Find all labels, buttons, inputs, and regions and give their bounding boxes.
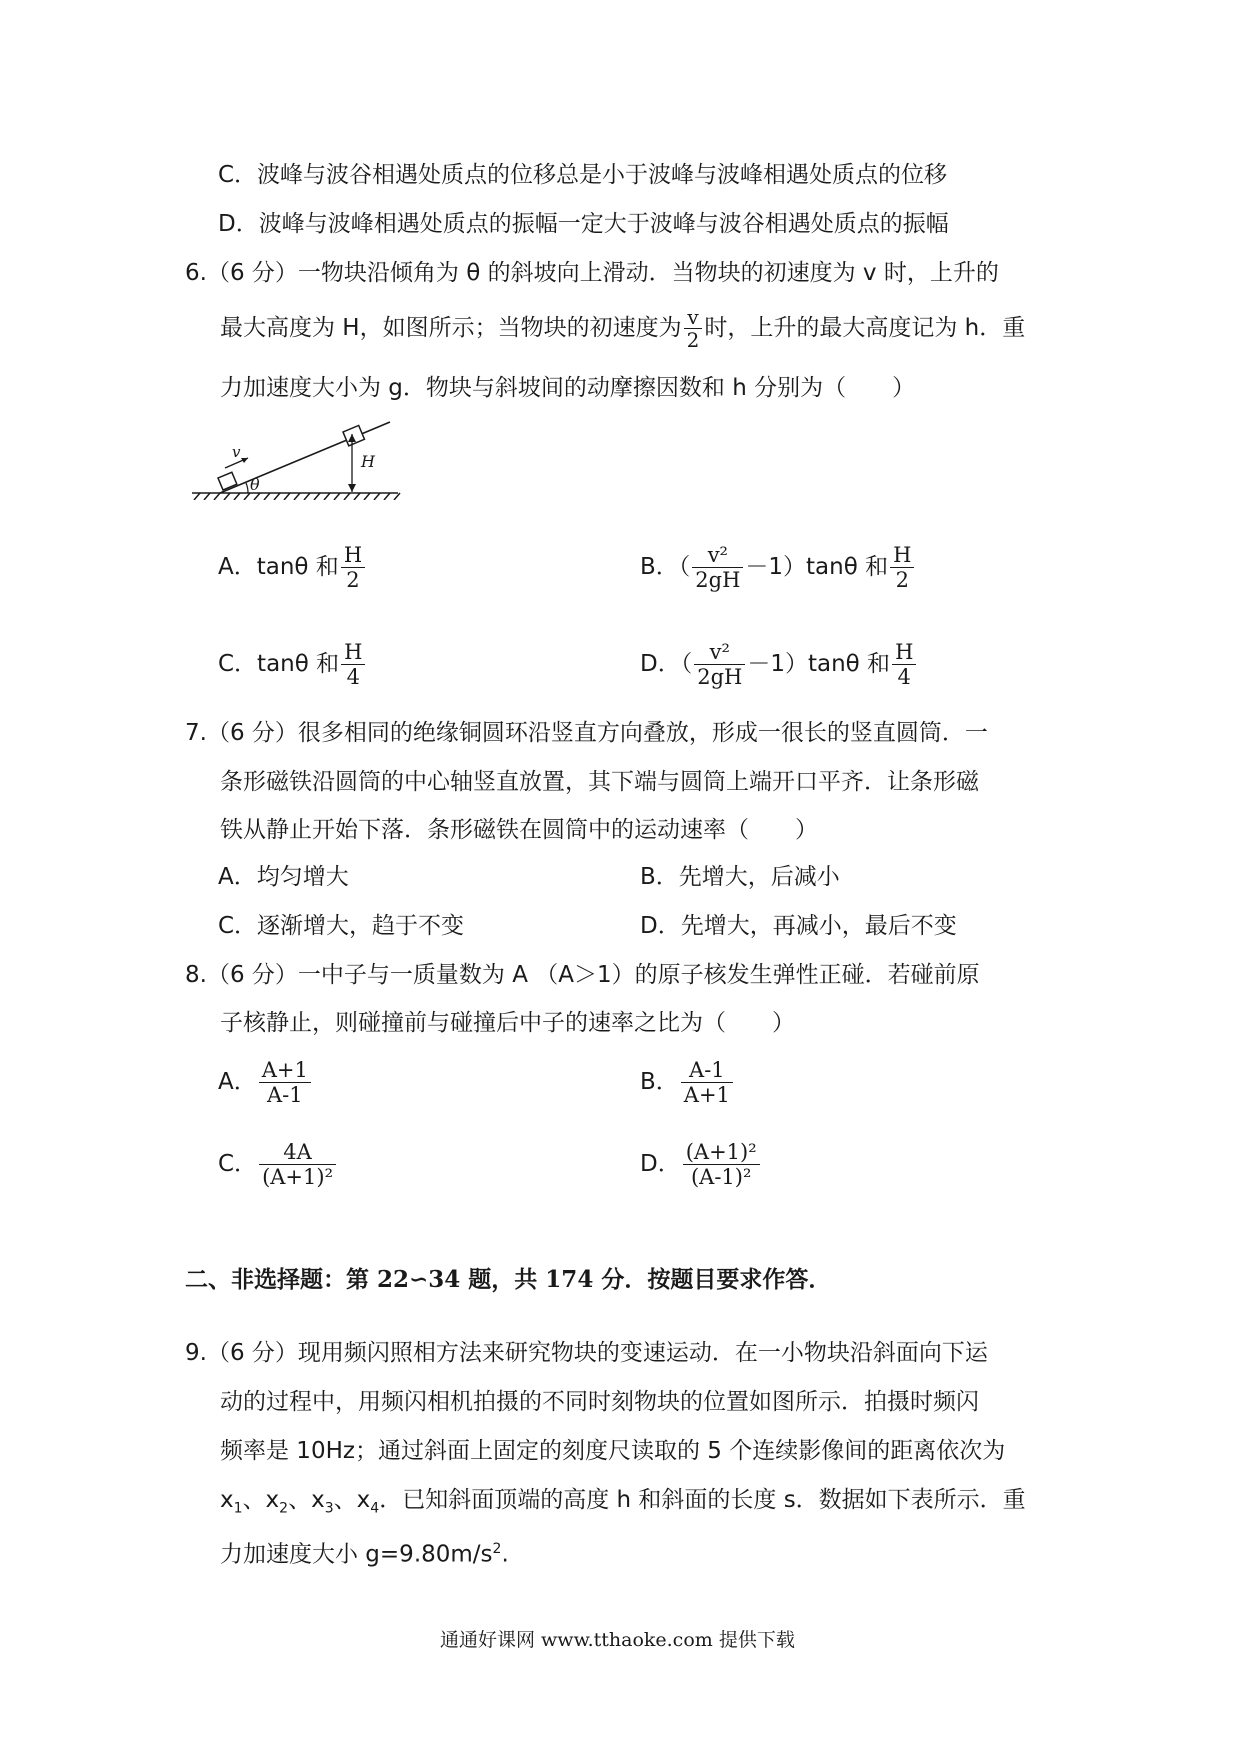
fraction-denominator: A-1	[266, 1083, 303, 1107]
option-label: D．（	[640, 651, 693, 677]
fraction	[681, 1058, 733, 1107]
fraction	[892, 640, 916, 689]
q5-option-c: C．波峰与波谷相遇处质点的位移总是小于波峰与波峰相遇处质点的位移	[218, 162, 948, 188]
q6-stem-line-1: 6.（6 分）一物块沿倾角为 θ 的斜坡向上滑动．当物块的初速度为 v 时，上升的	[185, 260, 999, 286]
fraction-numerator: A+1	[259, 1058, 311, 1083]
fraction-denominator: 4	[897, 665, 911, 689]
fraction-denominator: 2gH	[697, 665, 743, 689]
subscript: 3	[324, 1500, 334, 1517]
fraction-denominator: (A-1)²	[690, 1165, 752, 1189]
q6-option-c	[218, 640, 367, 689]
incline-figure	[190, 410, 410, 500]
fraction	[692, 543, 743, 592]
option-label: A．	[218, 1069, 257, 1095]
q6-velocity-fraction	[684, 306, 703, 351]
option-label: A．tanθ 和	[218, 554, 339, 580]
q7-stem-line-3: 铁从静止开始下落．条形磁铁在圆筒中的运动速率（ ）	[220, 817, 818, 843]
fraction-denominator: 2	[346, 568, 360, 592]
option-label: B．	[640, 1069, 679, 1095]
ground-hatching	[192, 493, 400, 500]
option-label: B．（	[640, 554, 691, 580]
theta-label: θ	[250, 475, 260, 494]
q9-stem-line-5	[220, 1534, 509, 1570]
q8-stem-line-1: 8.（6 分）一中子与一质量数为 A （A＞1）的原子核发生弹性正碰．若碰前原	[185, 962, 980, 988]
q6-option-b	[640, 543, 916, 592]
q7-stem-line-2: 条形磁铁沿圆筒的中心轴竖直放置，其下端与圆筒上端开口平齐．让条形磁	[220, 769, 979, 795]
fraction-denominator: 2gH	[695, 568, 741, 592]
variable-x: 、x	[288, 1487, 325, 1513]
q8-option-a	[218, 1058, 313, 1107]
fraction	[341, 543, 365, 592]
fraction-numerator: H	[341, 543, 365, 568]
q6-option-a	[218, 543, 367, 592]
page-footer: 通通好课网 www.tthaoke.com 提供下载	[440, 1629, 795, 1651]
q6-stem-line-2	[220, 306, 1025, 351]
fraction	[259, 1140, 336, 1189]
variable-x: x	[220, 1487, 234, 1513]
fraction-numerator: H	[890, 543, 914, 568]
q9-stem-line-2: 动的过程中，用频闪相机拍摄的不同时刻物块的位置如图所示．拍摄时频闪	[220, 1389, 979, 1415]
fraction-denominator: (A+1)²	[262, 1165, 333, 1189]
fraction	[259, 1058, 311, 1107]
stem-text: 力加速度大小 g=9.80m/s	[220, 1541, 493, 1568]
q7-stem-line-1: 7.（6 分）很多相同的绝缘铜圆环沿竖直方向叠放，形成一很长的竖直圆筒．一	[185, 720, 988, 746]
section-2-heading: 二、非选择题：第 22∽34 题，共 174 分．按题目要求作答．	[185, 1266, 832, 1293]
q8-option-b	[640, 1058, 735, 1107]
q9-stem-line-1: 9.（6 分）现用频闪照相方法来研究物块的变速运动．在一小物块沿斜面向下运	[185, 1340, 988, 1366]
option-text: －1）tanθ 和	[745, 554, 889, 580]
q7-option-a: A．均匀增大	[218, 864, 349, 890]
fraction-numerator: 4A	[259, 1140, 336, 1165]
height-label: H	[361, 452, 375, 471]
option-label: D．	[640, 1151, 681, 1177]
fraction	[890, 543, 914, 592]
subscript: 1	[233, 1500, 243, 1517]
q8-stem-line-2: 子核静止，则碰撞前与碰撞后中子的速率之比为（ ）	[220, 1010, 795, 1036]
q6-stem-line-2-a: 最大高度为 H，如图所示；当物块的初速度为	[220, 315, 682, 341]
fraction-numerator: v²	[692, 543, 743, 568]
q6-option-d	[640, 640, 918, 689]
stem-text: .	[501, 1541, 509, 1568]
fraction-numerator: H	[892, 640, 916, 665]
fraction	[694, 640, 745, 689]
q9-stem-line-3: 频率是 10Hz；通过斜面上固定的刻度尺读取的 5 个连续影像间的距离依次为	[220, 1438, 1006, 1464]
q8-option-c	[218, 1140, 338, 1189]
fraction-denominator: 2	[895, 568, 909, 592]
fraction-denominator: A+1	[683, 1083, 730, 1107]
velocity-label: v	[232, 443, 241, 461]
fraction-denominator: 2	[686, 328, 700, 352]
fraction-numerator: v	[684, 306, 703, 329]
q9-stem-line-4	[220, 1485, 1026, 1524]
q7-option-d: D．先增大，再减小，最后不变	[640, 913, 957, 939]
q8-option-d	[640, 1140, 762, 1189]
fraction-numerator: (A+1)²	[683, 1140, 760, 1165]
fraction-denominator: 4	[346, 665, 360, 689]
q5-option-d: D．波峰与波峰相遇处质点的振幅一定大于波峰与波谷相遇处质点的振幅	[218, 211, 949, 237]
block-top	[343, 425, 364, 445]
option-text: －1）tanθ 和	[747, 651, 891, 677]
q6-stem-line-2-b: 时，上升的最大高度记为 h．重	[704, 315, 1026, 341]
q6-stem-line-3: 力加速度大小为 g．物块与斜坡间的动摩擦因数和 h 分别为（ ）	[220, 375, 916, 401]
angle-arc	[246, 483, 248, 493]
q7-option-c: C．逐渐增大，趋于不变	[218, 913, 465, 939]
fraction-numerator: A-1	[681, 1058, 733, 1083]
fraction-numerator: v²	[694, 640, 745, 665]
stem-text: ．已知斜面顶端的高度 h 和斜面的长度 s．数据如下表所示．重	[379, 1487, 1026, 1513]
fraction	[683, 1140, 760, 1189]
fraction-numerator: H	[341, 640, 365, 665]
option-label: C．	[218, 1151, 258, 1177]
subscript: 2	[279, 1500, 289, 1517]
option-label: C．tanθ 和	[218, 651, 340, 677]
variable-x: 、x	[333, 1487, 371, 1513]
subscript: 4	[370, 1500, 380, 1517]
q7-option-b: B．先增大，后减小	[640, 864, 840, 890]
fraction	[341, 640, 365, 689]
superscript: 2	[492, 1541, 502, 1557]
variable-x: 、x	[242, 1487, 280, 1513]
